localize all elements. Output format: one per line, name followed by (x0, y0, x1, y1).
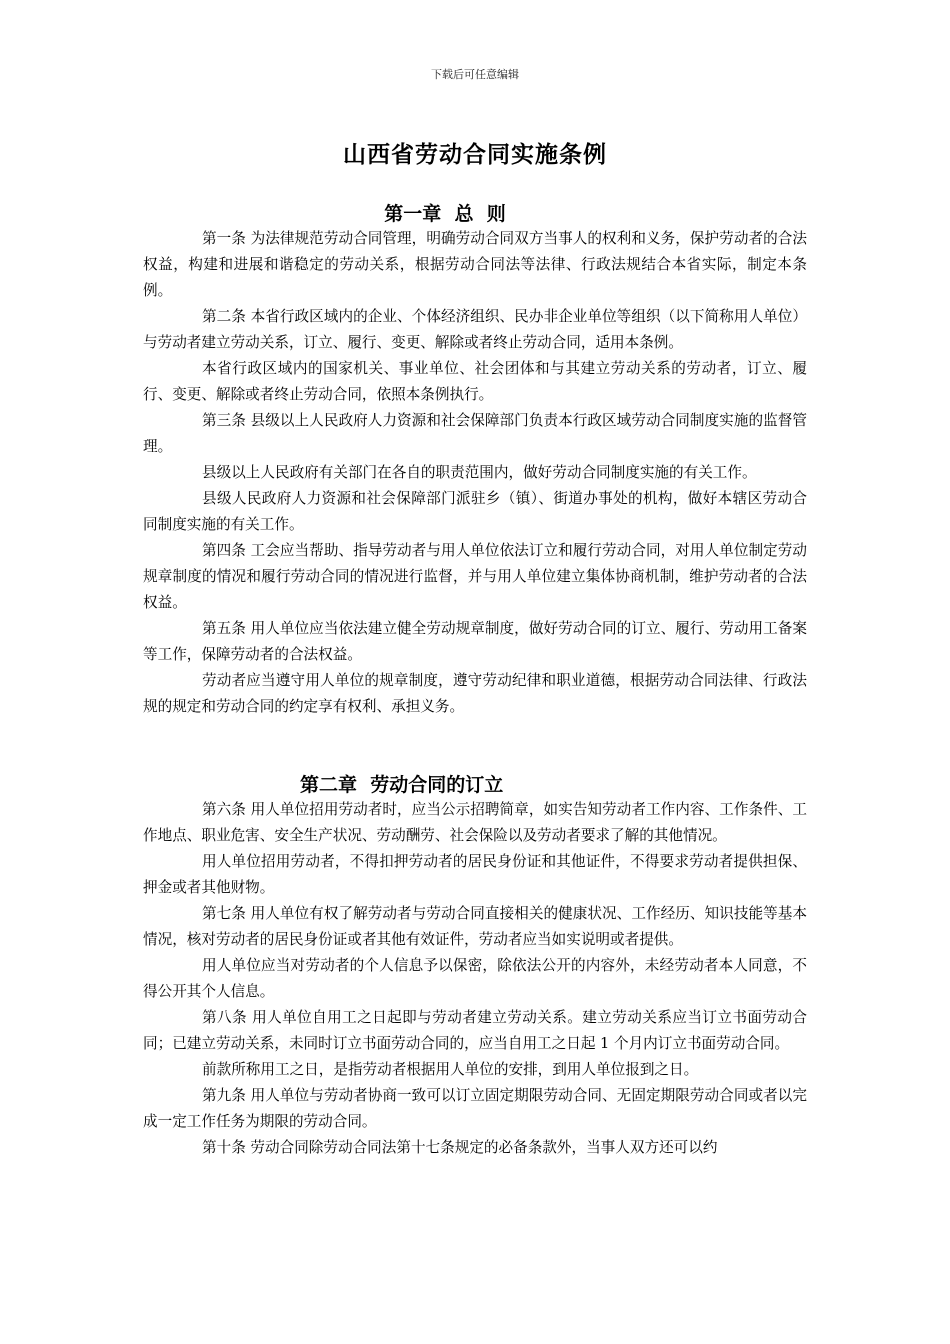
article-7-clause-2: 用人单位应当对劳动者的个人信息予以保密，除依法公开的内容外，未经劳动者本人同意，不得公开其个人信息。 (143, 957, 807, 1000)
chapter-2-body (143, 797, 807, 1161)
article-2-clause-2: 本省行政区域内的国家机关、事业单位、社会团体和与其建立劳动关系的劳动者，订立、履行、变更、解除或者终止劳动合同，依照本条例执行。 (143, 360, 807, 403)
article-10-paragraph: 第十条 劳动合同除劳动合同法第十七条规定的必备条款外，当事人双方还可以约 (202, 1139, 718, 1156)
article-8-clause-2: 前款所称用工之日，是指劳动者根据用人单位的安排，到用人单位报到之日。 (202, 1061, 699, 1078)
article-4-paragraph: 第四条 工会应当帮助、指导劳动者与用人单位依法订立和履行劳动合同，对用人单位制定劳动规章制度的情况和履行劳动合同的情况进行监督，并与用人单位建立集体协商机制，维护劳动者的合法权益。 (143, 542, 807, 611)
article-5-paragraph: 第五条 用人单位应当依法建立健全劳动规章制度，做好劳动合同的订立、履行、劳动用工备案等工作，保障劳动者的合法权益。 (143, 620, 807, 663)
article-2-paragraph: 第二条 本省行政区域内的企业、个体经济组织、民办非企业单位等组织（以下简称用人单位）与劳动者建立劳动关系，订立、履行、变更、解除或者终止劳动合同，适用本条例。 (143, 308, 807, 351)
article-6-paragraph: 第六条 用人单位招用劳动者时，应当公示招聘简章，如实告知劳动者工作内容、工作条件、工作地点、职业危害、安全生产状况、劳动酬劳、社会保险以及劳动者要求了解的其他情况。 (143, 801, 807, 844)
article-5-clause-2: 劳动者应当遵守用人单位的规章制度，遵守劳动纪律和职业道德，根据劳动合同法律、行政法规的规定和劳动合同的约定享有权利、承担义务。 (143, 672, 807, 715)
article-3-clause-3: 县级人民政府人力资源和社会保障部门派驻乡（镇）、街道办事处的机构，做好本辖区劳动合同制度实施的有关工作。 (143, 490, 807, 533)
document-title: 山西省劳动合同实施条例 (343, 142, 607, 168)
article-7-paragraph: 第七条 用人单位有权了解劳动者与劳动合同直接相关的健康状况、工作经历、知识技能等基本情况，核对劳动者的居民身份证或者其他有效证件，劳动者应当如实说明或者提供。 (143, 905, 807, 948)
article-8-paragraph: 第八条 用人单位自用工之日起即与劳动者建立劳动关系。建立劳动关系应当订立书面劳动合同；已建立劳动关系，未同时订立书面劳动合同的，应当自用工之日起 1 个月内订立书面劳动合同。 (143, 1009, 807, 1052)
article-9-paragraph: 第九条 用人单位与劳动者协商一致可以订立固定期限劳动合同、无固定期限劳动合同或者以完成一定工作任务为期限的劳动合同。 (143, 1087, 807, 1130)
article-3-paragraph: 第三条 县级以上人民政府人力资源和社会保障部门负责本行政区域劳动合同制度实施的监督管理。 (143, 412, 807, 455)
header-note: 下载后可任意编辑 (431, 68, 519, 81)
article-1-paragraph: 第一条 为法律规范劳动合同管理，明确劳动合同双方当事人的权利和义务，保护劳动者的合法权益，构建和进展和谐稳定的劳动关系，根据劳动合同法等法律、行政法规结合本省实际，制定本条例。 (143, 230, 807, 299)
chapter-1-title: 第一章 总 则 (384, 203, 506, 225)
chapter-2-title: 第二章 劳动合同的订立 (300, 774, 504, 796)
article-6-clause-2: 用人单位招用劳动者，不得扣押劳动者的居民身份证和其他证件，不得要求劳动者提供担保、押金或者其他财物。 (143, 853, 807, 896)
chapter-1-body (143, 226, 807, 720)
article-3-clause-2: 县级以上人民政府有关部门在各自的职责范围内，做好劳动合同制度实施的有关工作。 (202, 464, 757, 481)
